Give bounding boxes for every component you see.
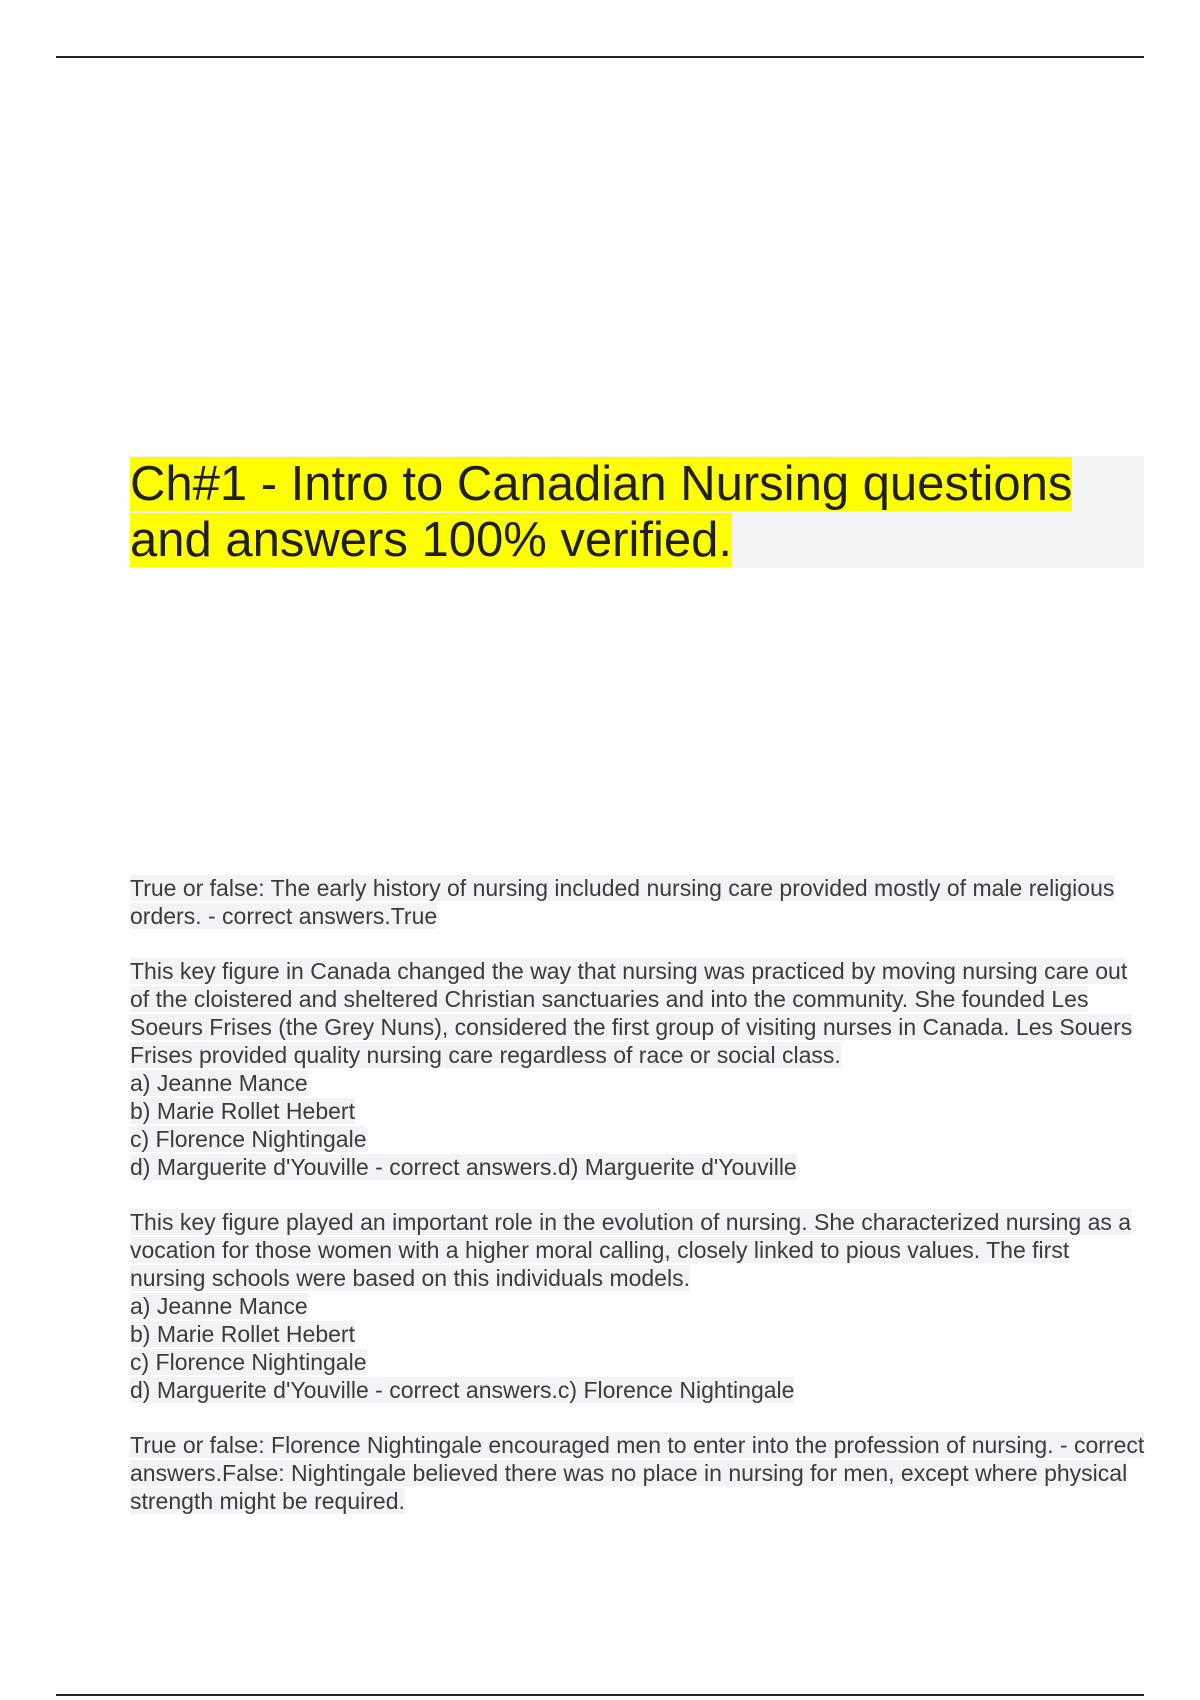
qa-item <box>130 957 1146 1181</box>
title-block <box>130 456 1144 568</box>
qa-option-a: a) Jeanne Mance <box>130 1070 308 1096</box>
qa-line: True or false: Florence Nightingale encouraged men to enter into the profession of nursing. - correct answers.False: Nightingale believed there was no place in nursing for men, except where physical strength might be required. <box>130 1432 1145 1514</box>
qa-question: This key figure played an important role in the evolution of nursing. She characterized nursing as a vocation for those women with a higher moral calling, closely linked to pious values. The first nursing schools were based on this individuals models. <box>130 1209 1132 1291</box>
qa-item <box>130 1208 1146 1404</box>
page-top-rule <box>56 56 1144 58</box>
document-title-text: Ch#1 - Intro to Canadian Nursing questions and answers 100% verified. <box>130 457 1073 567</box>
qa-option-c: c) Florence Nightingale <box>130 1349 367 1375</box>
qa-item <box>130 1431 1146 1515</box>
page-bottom-rule <box>56 1694 1144 1696</box>
document-title <box>130 456 1144 568</box>
qa-list <box>130 874 1146 1542</box>
qa-option-a: a) Jeanne Mance <box>130 1293 308 1319</box>
qa-question: This key figure in Canada changed the way that nursing was practiced by moving nursing care out of the cloistered and sheltered Christian sanctuaries and into the community. She founded Les Soeurs Frises (the Grey Nuns), considered the first group of visiting nurses in Canada. Les Souers Frises provided quality nursing care regardless of race or social class. <box>130 958 1133 1068</box>
qa-option-d-answer: d) Marguerite d'Youville - correct answers.d) Marguerite d'Youville <box>130 1154 797 1180</box>
qa-line: True or false: The early history of nursing included nursing care provided mostly of male religious orders. - correct answers.True <box>130 875 1115 929</box>
qa-option-c: c) Florence Nightingale <box>130 1126 367 1152</box>
qa-option-b: b) Marie Rollet Hebert <box>130 1321 355 1347</box>
qa-option-b: b) Marie Rollet Hebert <box>130 1098 355 1124</box>
qa-item <box>130 874 1146 930</box>
qa-option-d-answer: d) Marguerite d'Youville - correct answers.c) Florence Nightingale <box>130 1377 795 1403</box>
